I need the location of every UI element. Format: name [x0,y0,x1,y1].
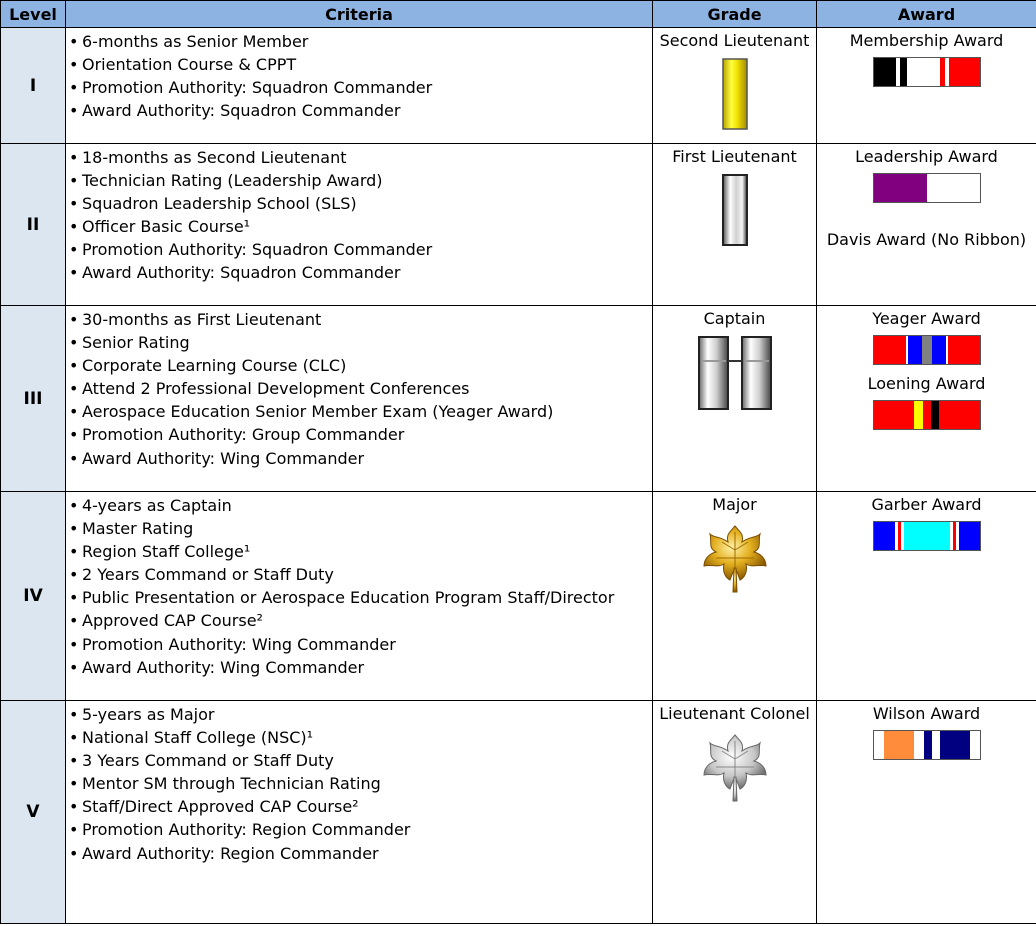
table-row [1,306,1036,492]
criteria-cell [66,492,653,701]
award-cell [817,28,1036,144]
criteria-item: • Promotion Authority: Wing Commander [69,634,396,654]
header-award: Award [817,1,1036,28]
criteria-item: • 2 Years Command or Staff Duty [69,565,334,585]
level-cell: V [1,701,66,924]
criteria-item: • Public Presentation or Aerospace Education Program Staff/Director [69,588,615,608]
award-name: Leadership Award [855,147,998,166]
criteria-item: • 3 Years Command or Staff Duty [69,751,334,771]
criteria-item: • Region Staff College¹ [69,542,251,562]
header-level: Level [1,1,66,28]
grade-cell [653,492,817,701]
award-cell [817,144,1036,306]
criteria-item: • Orientation Course & CPPT [69,55,297,75]
gold-bar-insignia-icon [653,58,816,130]
criteria-item: • Technician Rating (Leadership Award) [69,171,383,191]
header-criteria: Criteria [66,1,653,28]
criteria-item: • Staff/Direct Approved CAP Course² [69,797,359,817]
grade-name: First Lieutenant [672,147,797,166]
award-name: Membership Award [849,31,1004,50]
criteria-item: • Award Authority: Wing Commander [69,657,365,677]
yeager-ribbon-icon [873,335,981,365]
criteria-item: • Senior Rating [69,333,190,353]
leadership-ribbon-icon [873,173,981,203]
award-name: Wilson Award [872,704,981,723]
grade-cell [653,144,817,306]
table-row [1,144,1036,306]
criteria-item: • Attend 2 Professional Development Conferences [69,379,470,399]
loening-ribbon-icon [873,400,981,430]
criteria-item: • Promotion Authority: Squadron Commander [69,78,433,98]
criteria-cell [66,144,653,306]
criteria-cell [66,306,653,492]
table-row [1,701,1036,924]
level-cell: IV [1,492,66,701]
criteria-item: • Officer Basic Course¹ [69,217,251,237]
header-row [1,1,1036,28]
silver-bar-insignia-icon [653,174,816,246]
grade-cell [653,28,817,144]
level-cell: II [1,144,66,306]
criteria-item: • Award Authority: Squadron Commander [69,263,401,283]
membership-ribbon-icon [873,57,981,87]
grade-name: Second Lieutenant [659,31,810,50]
award-cell [817,492,1036,701]
criteria-item: • 18-months as Second Lieutenant [69,148,347,167]
grade-cell [653,306,817,492]
criteria-item: • Mentor SM through Technician Rating [69,774,381,794]
criteria-item: • Master Rating [69,519,194,539]
criteria-item: • Approved CAP Course² [69,611,263,631]
criteria-item: • National Staff College (NSC)¹ [69,728,314,748]
double-silver-bar-insignia-icon [653,336,816,410]
grade-name: Major [712,495,757,514]
grade-name: Captain [703,309,766,328]
wilson-ribbon-icon [873,730,981,760]
level-cell: III [1,306,66,492]
criteria-item: • 5-years as Major [69,705,215,724]
grade-cell [653,701,817,924]
criteria-item: • Corporate Learning Course (CLC) [69,356,347,376]
garber-ribbon-icon [873,521,981,551]
criteria-cell [66,701,653,924]
criteria-cell [66,28,653,144]
award-name: Loening Award [867,374,986,393]
table-row [1,28,1036,144]
criteria-item: • Squadron Leadership School (SLS) [69,194,357,214]
gold-oak-leaf-insignia-icon [653,522,816,594]
criteria-item: • Award Authority: Region Commander [69,843,379,863]
criteria-item: • Aerospace Education Senior Member Exam (Yeager Award) [69,402,554,422]
silver-oak-leaf-insignia-icon [653,731,816,803]
grade-name: Lieutenant Colonel [659,704,810,723]
award-spacer [817,203,1036,227]
criteria-item: • 30-months as First Lieutenant [69,310,322,329]
criteria-item: • Promotion Authority: Group Commander [69,425,405,445]
criteria-item: • Promotion Authority: Region Commander [69,820,411,840]
criteria-item: • Award Authority: Wing Commander [69,448,365,468]
award-cell [817,306,1036,492]
award-cell [817,701,1036,924]
criteria-item: • Promotion Authority: Squadron Commander [69,240,433,260]
criteria-item: • Award Authority: Squadron Commander [69,101,401,121]
award-name: Garber Award [871,495,982,514]
award-name: Davis Award (No Ribbon) [826,230,1027,249]
award-name: Yeager Award [872,309,981,328]
criteria-item: • 6-months as Senior Member [69,32,309,51]
table-row [1,492,1036,701]
level-cell: I [1,28,66,144]
header-grade: Grade [653,1,817,28]
criteria-item: • 4-years as Captain [69,496,232,515]
